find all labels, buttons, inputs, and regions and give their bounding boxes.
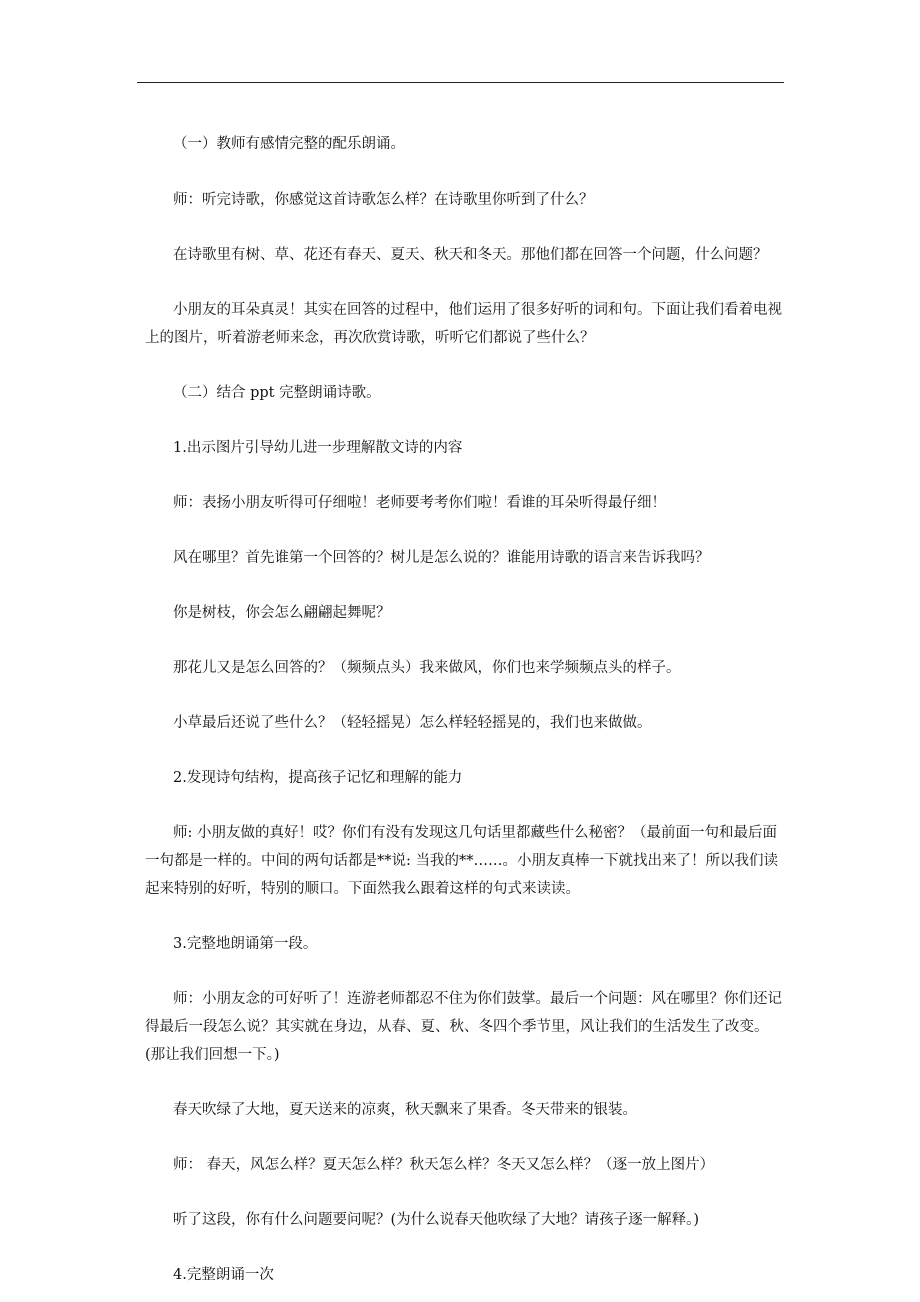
- header-divider: [137, 82, 784, 83]
- paragraph-grass: 小草最后还说了些什么？（轻轻摇晃）怎么样轻轻摇晃的，我们也来做做。: [173, 715, 652, 731]
- paragraph-poem-elements: 在诗歌里有树、草、花还有春天、夏天、秋天和冬天。那他们都在回答一个问题，什么问题？: [173, 247, 768, 263]
- step-heading-2: 2.发现诗句结构，提高孩子记忆和理解的能力: [173, 770, 463, 786]
- paragraph-season-questions: 师： 春天，风怎么样？夏天怎么样？秋天怎么样？冬天又怎么样？（逐一放上图片）: [173, 1157, 715, 1173]
- paragraph-teacher-question: 师：听完诗歌，你感觉这首诗歌怎么样？在诗歌里你听到了什么？: [173, 192, 594, 208]
- step-heading-3: 3.完整地朗诵第一段。: [173, 936, 318, 952]
- paragraph-secret: 师: 小朋友做的真好！哎？你们有没有发现这几句话里都藏些什么秘密？（最前面一句和最后面一句都是一样的。中间的两句话都是**说: 当我的**……。小朋友真棒一下就找出来了！所以我们读起来特别的好听，特别的顺口。下面然我么跟着这样的句式来读读。: [145, 825, 778, 897]
- section-heading-2: （二）结合 ppt 完整朗诵诗歌。: [173, 385, 381, 401]
- paragraph-praise: 师：表扬小朋友听得可仔细啦！老师要考考你们啦！看谁的耳朵听得最仔细！: [173, 495, 666, 511]
- paragraph-seasons: 春天吹绿了大地，夏天送来的凉爽，秋天飘来了果香。冬天带来的银装。: [173, 1102, 637, 1118]
- section-heading-1: （一）教师有感情完整的配乐朗诵。: [173, 136, 405, 152]
- paragraph-where-wind: 风在哪里？首先谁第一个回答的？树儿是怎么说的？谁能用诗歌的语言来告诉我吗？: [173, 550, 710, 566]
- paragraph-ask-question: 听了这段，你有什么问题要问呢？(为什么说春天他吹绿了大地？请孩子逐一解释。): [173, 1212, 700, 1228]
- paragraph-ears: 小朋友的耳朵真灵！其实在回答的过程中，他们运用了很多好听的词和句。下面让我们看着电视上的图片，听着游老师来念，再次欣赏诗歌，听听它们都说了些什么？: [145, 302, 782, 346]
- document-body: [145, 130, 787, 1289]
- paragraph-applause: 师：小朋友念的可好听了！连游老师都忍不住为你们鼓掌。最后一个问题：风在哪里？你们还记得最后一段怎么说？其实就在身边，从春、夏、秋、冬四个季节里，风让我们的生活发生了改变。(那让我们回想一下。): [145, 991, 782, 1063]
- step-heading-1: 1.出示图片引导幼儿进一步理解散文诗的内容: [173, 440, 463, 456]
- paragraph-flower: 那花儿又是怎么回答的？（频频点头）我来做风，你们也来学频频点头的样子。: [173, 660, 681, 676]
- paragraph-branch: 你是树枝，你会怎么翩翩起舞呢？: [173, 605, 391, 621]
- step-heading-4: 4.完整朗诵一次: [173, 1267, 274, 1283]
